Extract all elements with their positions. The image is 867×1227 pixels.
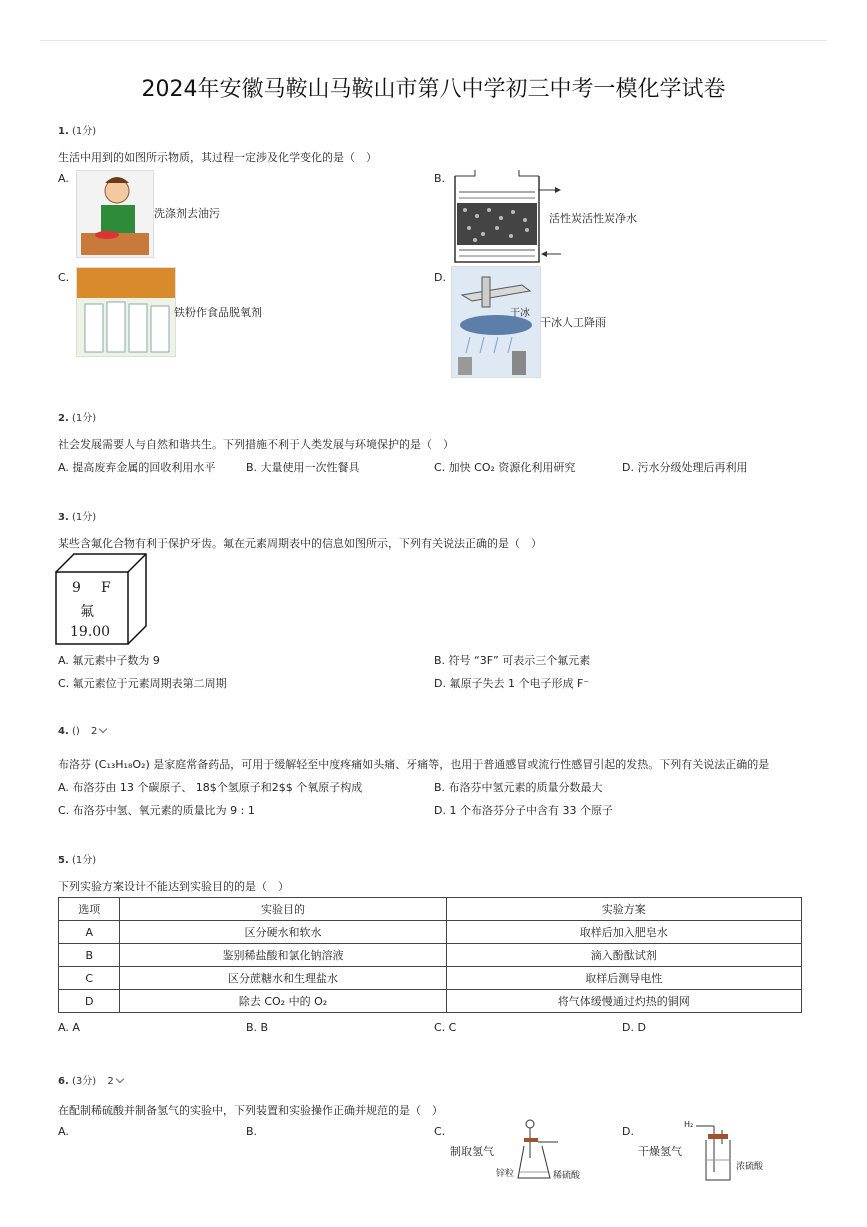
badge-count: 2	[90, 726, 98, 737]
q1-option-d-label[interactable]: D.	[434, 271, 446, 284]
food-packets-icon	[77, 268, 175, 356]
question-4-stem: 布洛芬 (C₁₃H₁₈O₂) 是家庭常备药品，可用于缓解轻至中度疼痛如头痛、牙痛等，也用于普通感冒或流行性感冒引起的发热。下列有关说法正确的是	[58, 758, 770, 771]
question-number: 2.	[58, 413, 69, 424]
q1-option-b-label[interactable]: B.	[434, 172, 446, 185]
exam-title: 2024年安徽马鞍山马鞍山市第八中学初三中考一模化学试卷	[141, 77, 726, 102]
table-row	[59, 967, 802, 990]
table-cell: 取样后测导电性	[446, 967, 801, 990]
q3-option-a[interactable]: A. 氟元素中子数为 9	[58, 654, 160, 667]
question-4-header	[58, 726, 106, 737]
q6-option-c[interactable]: C.	[434, 1125, 446, 1138]
element-name: 氟	[80, 604, 94, 620]
q4-option-c[interactable]: C. 布洛芬中氢、氧元素的质量比为 9 : 1	[58, 804, 255, 817]
question-2-stem: 社会发展需要人与自然和谐共生。下列措施不利于人类发展与环境保护的是（ ）	[58, 438, 454, 451]
wash-bottle-icon	[696, 1122, 736, 1184]
question-score: (1分)	[71, 413, 97, 424]
dishwashing-image	[76, 170, 154, 258]
deoxidizer-packets-image	[76, 267, 176, 357]
question-number: 1.	[58, 126, 69, 137]
plane-rain-icon	[452, 267, 540, 377]
q1-a-caption: 洗涤剂去油污	[154, 207, 220, 220]
question-6-header	[58, 1072, 123, 1087]
table-cell: 鉴别稀盐酸和氯化钠溶液	[120, 944, 446, 967]
q2-option-b[interactable]: B. 大量使用一次性餐具	[246, 461, 360, 474]
table-header-row	[59, 898, 802, 921]
question-1-stem: 生活中用到的如图所示物质，其过程一定涉及化学变化的是（ ）	[58, 151, 377, 164]
q5-option-b[interactable]: B. B	[246, 1021, 269, 1034]
table-cell: 取样后加入肥皂水	[446, 921, 801, 944]
filter-tank-icon	[451, 168, 563, 264]
q3-option-c[interactable]: C. 氟元素位于元素周期表第二周期	[58, 677, 227, 690]
column-header: 选项	[59, 898, 120, 921]
q4-option-b[interactable]: B. 布洛芬中氢元素的质量分数最大	[434, 781, 603, 794]
person-washing-icon	[77, 171, 153, 257]
question-number: 4.	[58, 726, 69, 737]
element-atomic-number: 9	[72, 580, 81, 596]
top-divider	[40, 40, 827, 41]
element-symbol: F	[101, 580, 111, 596]
column-header: 实验方案	[446, 898, 801, 921]
table-cell: 滴入酚酞试剂	[446, 944, 801, 967]
question-score: (1分)	[71, 512, 97, 523]
question-5-stem: 下列实验方案设计不能达到实验目的的是（ ）	[58, 880, 289, 893]
q6-option-a[interactable]: A.	[58, 1125, 69, 1138]
activated-carbon-filter-image	[451, 168, 541, 264]
question-5-header	[58, 851, 96, 866]
experiment-table	[58, 897, 802, 1013]
q6-c-zinc-label: 锌粒	[496, 1169, 515, 1179]
q2-option-c[interactable]: C. 加快 CO₂ 资源化利用研究	[434, 461, 576, 474]
dropdown-toggle[interactable]	[91, 726, 106, 737]
q4-option-d[interactable]: D. 1 个布洛芬分子中含有 33 个原子	[434, 804, 613, 817]
q6-d-caption: 干燥氢气	[638, 1145, 682, 1158]
q2-option-d[interactable]: D. 污水分级处理后再利用	[622, 461, 748, 474]
table-row	[59, 921, 802, 944]
q6-c-caption: 制取氢气	[450, 1145, 494, 1158]
table-cell: B	[59, 944, 120, 967]
q1-option-c-label[interactable]: C.	[58, 271, 70, 284]
table-cell: C	[59, 967, 120, 990]
q4-option-a[interactable]: A. 布洛芬由 13 个碳原子、 18$个氢原子和2$$ 个氧原子构成	[58, 781, 363, 794]
q5-option-d[interactable]: D. D	[622, 1021, 646, 1034]
q6-d-h2-label: H₂	[684, 1120, 694, 1129]
q6-option-d[interactable]: D.	[622, 1125, 634, 1138]
q3-option-b[interactable]: B. 符号 “3F” 可表示三个氟元素	[434, 654, 591, 667]
gas-drying-bottle-diagram	[696, 1122, 736, 1184]
q1-d-ice-label: 干冰	[510, 308, 530, 319]
question-score: ()	[71, 726, 80, 737]
question-number: 3.	[58, 512, 69, 523]
question-3-header	[58, 508, 96, 523]
question-1-header	[58, 122, 96, 137]
column-header: 实验目的	[120, 898, 446, 921]
element-atomic-mass: 19.00	[70, 624, 111, 640]
table-cell: 将气体缓慢通过灼热的铜网	[446, 990, 801, 1013]
q1-option-a-label[interactable]: A.	[58, 172, 69, 185]
dropdown-toggle[interactable]	[107, 1076, 122, 1087]
q1-c-caption: 铁粉作食品脱氧剂	[174, 306, 262, 319]
q3-option-d[interactable]: D. 氟原子失去 1 个电子形成 F⁻	[434, 677, 590, 690]
table-row	[59, 944, 802, 967]
table-cell: 区分蔗糖水和生理盐水	[120, 967, 446, 990]
q2-option-a[interactable]: A. 提高废弃金属的回收利用水平	[58, 461, 216, 474]
chevron-down-icon	[99, 725, 107, 733]
q6-option-b[interactable]: B.	[246, 1125, 258, 1138]
chevron-down-icon	[115, 1075, 123, 1083]
artificial-rain-image	[451, 266, 541, 378]
q5-option-c[interactable]: C. C	[434, 1021, 457, 1034]
table-cell: 除去 CO₂ 中的 O₂	[120, 990, 446, 1013]
q5-option-a[interactable]: A. A	[58, 1021, 80, 1034]
q1-d-caption: 干冰人工降雨	[540, 316, 606, 329]
table-cell: 区分硬水和软水	[120, 921, 446, 944]
badge-count: 2	[107, 1076, 114, 1087]
question-6-stem: 在配制稀硫酸并制备氢气的实验中，下列装置和实验操作正确并规范的是（ ）	[58, 1104, 443, 1117]
q1-b-caption: 活性炭活性炭净水	[549, 212, 637, 225]
question-number: 5.	[58, 855, 69, 866]
question-number: 6.	[58, 1076, 69, 1087]
question-score: (3分)	[71, 1076, 97, 1087]
question-score: (1分)	[71, 126, 97, 137]
question-score: (1分)	[71, 855, 97, 866]
table-cell: D	[59, 990, 120, 1013]
question-3-stem: 某些含氟化合物有利于保护牙齿。氟在元素周期表中的信息如图所示，下列有关说法正确的是（ ）	[58, 537, 542, 550]
question-2-header	[58, 409, 96, 424]
table-cell: A	[59, 921, 120, 944]
table-row	[59, 990, 802, 1013]
q6-d-acid-label: 浓硫酸	[736, 1162, 764, 1172]
q6-c-acid-label: 稀硫酸	[553, 1171, 581, 1181]
